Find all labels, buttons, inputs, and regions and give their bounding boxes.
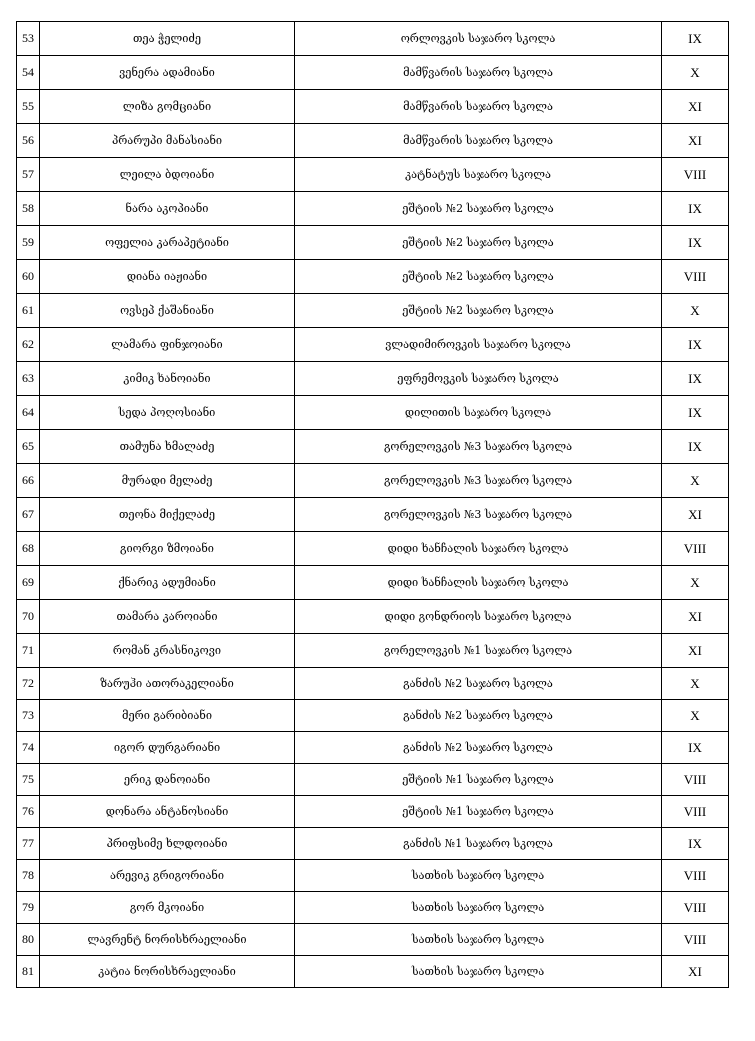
row-number: 54: [17, 56, 40, 90]
row-number: 64: [17, 396, 40, 430]
student-name: ლავრენტ ნორისხრაელიანი: [40, 924, 295, 956]
school-name: ეშტიის №2 საჯარო სკოლა: [295, 192, 662, 226]
table-row: [17, 892, 729, 924]
row-number: 80: [17, 924, 40, 956]
student-name: გორ მკოიანი: [40, 892, 295, 924]
student-name: კატია ნორისხრაელიანი: [40, 956, 295, 988]
row-number: 62: [17, 328, 40, 362]
student-name: თეონა მიქელაძე: [40, 498, 295, 532]
table-row: [17, 634, 729, 668]
student-name: ვენერა ადამიანი: [40, 56, 295, 90]
row-number: 60: [17, 260, 40, 294]
row-number: 55: [17, 90, 40, 124]
row-number: 75: [17, 764, 40, 796]
school-name: გორელოვკის №3 საჯარო სკოლა: [295, 498, 662, 532]
grade: VIII: [662, 796, 729, 828]
student-name: არევიკ გრიგორიანი: [40, 860, 295, 892]
student-name: კიმიკ ხანოიანი: [40, 362, 295, 396]
table-row: [17, 764, 729, 796]
school-name: ეფრემოვკის საჯარო სკოლა: [295, 362, 662, 396]
grade: XI: [662, 90, 729, 124]
student-name: ოვსეპ ქაშანიანი: [40, 294, 295, 328]
row-number: 57: [17, 158, 40, 192]
grade: IX: [662, 22, 729, 56]
student-name: თეა ჭელიძე: [40, 22, 295, 56]
grade: IX: [662, 362, 729, 396]
row-number: 58: [17, 192, 40, 226]
school-name: განძის №2 საჯარო სკოლა: [295, 700, 662, 732]
table-row: [17, 668, 729, 700]
row-number: 61: [17, 294, 40, 328]
table-body: [17, 22, 729, 988]
table-row: [17, 860, 729, 892]
grade: IX: [662, 430, 729, 464]
table-row: [17, 260, 729, 294]
grade: VIII: [662, 764, 729, 796]
table-row: [17, 796, 729, 828]
school-name: დილითის საჯარო სკოლა: [295, 396, 662, 430]
school-name: სათხის საჯარო სკოლა: [295, 892, 662, 924]
student-name: ლიზა გომციანი: [40, 90, 295, 124]
table-row: [17, 124, 729, 158]
table-row: [17, 600, 729, 634]
grade: X: [662, 294, 729, 328]
row-number: 81: [17, 956, 40, 988]
student-name: ლეილა ბდოიანი: [40, 158, 295, 192]
student-name: თამუნა ხმალაძე: [40, 430, 295, 464]
student-name: თამარა კაროიანი: [40, 600, 295, 634]
table-row: [17, 430, 729, 464]
school-name: გორელოვკის №3 საჯარო სკოლა: [295, 430, 662, 464]
grade: VIII: [662, 892, 729, 924]
school-name: გორელოვკის №1 საჯარო სკოლა: [295, 634, 662, 668]
grade: IX: [662, 732, 729, 764]
row-number: 65: [17, 430, 40, 464]
school-name: დიდი ხანჩალის საჯარო სკოლა: [295, 532, 662, 566]
student-name: ერიკ დანოიანი: [40, 764, 295, 796]
student-name: პრიფსიმე ხლდოიანი: [40, 828, 295, 860]
table-row: [17, 924, 729, 956]
school-name: ორლოვკის საჯარო სკოლა: [295, 22, 662, 56]
table-row: [17, 22, 729, 56]
grade: X: [662, 464, 729, 498]
grade: XI: [662, 498, 729, 532]
table-row: [17, 56, 729, 90]
grade: XI: [662, 956, 729, 988]
row-number: 71: [17, 634, 40, 668]
student-name: სედა პოღოსიანი: [40, 396, 295, 430]
student-name: მურადი მელაძე: [40, 464, 295, 498]
student-name: პრარუპი მანასიანი: [40, 124, 295, 158]
row-number: 66: [17, 464, 40, 498]
row-number: 68: [17, 532, 40, 566]
grade: X: [662, 566, 729, 600]
school-name: განძის №1 საჯარო სკოლა: [295, 828, 662, 860]
grade: VIII: [662, 860, 729, 892]
school-name: გორელოვკის №3 საჯარო სკოლა: [295, 464, 662, 498]
grade: IX: [662, 192, 729, 226]
grade: IX: [662, 226, 729, 260]
row-number: 78: [17, 860, 40, 892]
student-name: გიორგი ზმოიანი: [40, 532, 295, 566]
row-number: 63: [17, 362, 40, 396]
student-name: დიანა იაჟიანი: [40, 260, 295, 294]
table-row: [17, 566, 729, 600]
school-name: განძის №2 საჯარო სკოლა: [295, 668, 662, 700]
table-row: [17, 294, 729, 328]
school-name: მამწვარის საჯარო სკოლა: [295, 90, 662, 124]
grade: XI: [662, 600, 729, 634]
participants-table: [16, 21, 729, 988]
school-name: სათხის საჯარო სკოლა: [295, 860, 662, 892]
table-row: [17, 498, 729, 532]
grade: XI: [662, 124, 729, 158]
grade: VIII: [662, 158, 729, 192]
row-number: 53: [17, 22, 40, 56]
school-name: სათხის საჯარო სკოლა: [295, 924, 662, 956]
table-row: [17, 362, 729, 396]
row-number: 67: [17, 498, 40, 532]
school-name: მამწვარის საჯარო სკოლა: [295, 56, 662, 90]
grade: X: [662, 668, 729, 700]
student-name: ზარუჰი ათორაკელიანი: [40, 668, 295, 700]
table-row: [17, 192, 729, 226]
grade: IX: [662, 396, 729, 430]
row-number: 69: [17, 566, 40, 600]
school-name: დიდი ხანჩალის საჯარო სკოლა: [295, 566, 662, 600]
row-number: 72: [17, 668, 40, 700]
table-row: [17, 226, 729, 260]
table-row: [17, 464, 729, 498]
school-name: ეშტიის №2 საჯარო სკოლა: [295, 294, 662, 328]
grade: VIII: [662, 260, 729, 294]
row-number: 70: [17, 600, 40, 634]
grade: VIII: [662, 924, 729, 956]
row-number: 74: [17, 732, 40, 764]
table-row: [17, 328, 729, 362]
student-name: დონარა ანტანოსიანი: [40, 796, 295, 828]
table-row: [17, 158, 729, 192]
school-name: მამწვარის საჯარო სკოლა: [295, 124, 662, 158]
school-name: ეშტიის №1 საჯარო სკოლა: [295, 796, 662, 828]
table-row: [17, 396, 729, 430]
row-number: 77: [17, 828, 40, 860]
table-row: [17, 956, 729, 988]
student-name: იგორ დურგარიანი: [40, 732, 295, 764]
school-name: სათხის საჯარო სკოლა: [295, 956, 662, 988]
school-name: ეშტიის №1 საჯარო სკოლა: [295, 764, 662, 796]
table-row: [17, 532, 729, 566]
student-name: ოფელია კარაპეტიანი: [40, 226, 295, 260]
table-row: [17, 700, 729, 732]
table-row: [17, 732, 729, 764]
school-name: კატნატუს საჯარო სკოლა: [295, 158, 662, 192]
row-number: 73: [17, 700, 40, 732]
student-name: მერი გარიბიანი: [40, 700, 295, 732]
row-number: 76: [17, 796, 40, 828]
school-name: ეშტიის №2 საჯარო სკოლა: [295, 260, 662, 294]
student-name: რომან კრასნიკოვი: [40, 634, 295, 668]
grade: VIII: [662, 532, 729, 566]
school-name: დიდი გონდრიოს საჯარო სკოლა: [295, 600, 662, 634]
grade: IX: [662, 828, 729, 860]
grade: X: [662, 700, 729, 732]
table-row: [17, 828, 729, 860]
student-name: ლამარა ფინჯოიანი: [40, 328, 295, 362]
row-number: 79: [17, 892, 40, 924]
grade: XI: [662, 634, 729, 668]
school-name: ვლადიმიროვკის საჯარო სკოლა: [295, 328, 662, 362]
student-name: ქნარიკ ადუმიანი: [40, 566, 295, 600]
student-name: ნარა აკოპიანი: [40, 192, 295, 226]
grade: X: [662, 56, 729, 90]
grade: IX: [662, 328, 729, 362]
school-name: განძის №2 საჯარო სკოლა: [295, 732, 662, 764]
row-number: 59: [17, 226, 40, 260]
table-row: [17, 90, 729, 124]
row-number: 56: [17, 124, 40, 158]
school-name: ეშტიის №2 საჯარო სკოლა: [295, 226, 662, 260]
